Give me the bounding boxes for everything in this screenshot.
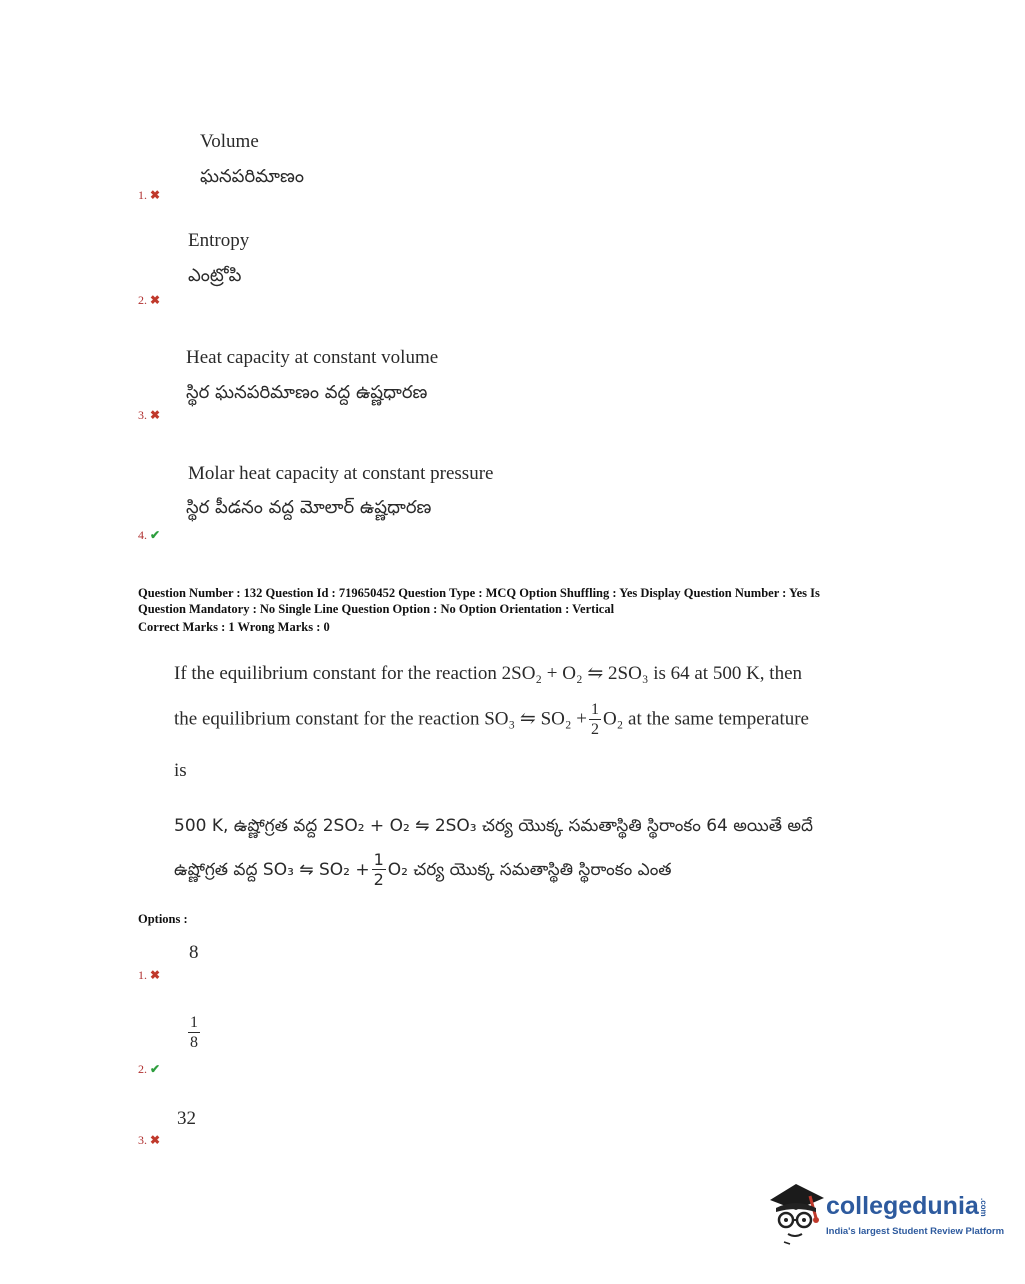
question-text-line2: the equilibrium constant for the reaction SO₃ ⇋ SO₂ + $\frac{1}{2}$ O₂ at the same temperature [174,701,809,738]
cross-icon: ✖ [150,408,161,422]
prev-option-1-number: 1. ✖ [138,188,161,202]
cross-icon: ✖ [150,188,161,202]
prev-option-4-telugu: స్థిర పీడనం వద్ద మోలార్ ఉష్ణధారణ [186,497,432,518]
logo-wordmark: collegedunia.com [826,1192,988,1220]
question-meta [138,585,878,635]
question-meta-line2: Question Mandatory : No Single Line Question Option : No Option Orientation : Vertical [138,602,615,616]
check-icon: ✔ [150,528,161,542]
prev-option-2-telugu: ఎంట్రోపి [188,265,242,286]
question-meta-line1: Question Number : 132 Question Id : 719650452 Question Type : MCQ Option Shuffling : Yes Display Question Number : Yes Is [138,586,820,600]
options-label: Options : [138,912,188,926]
mascot-icon [766,1178,826,1246]
answer-option-1-value: 8 [189,942,199,963]
answer-option-3-number: 3. ✖ [138,1133,161,1147]
collegedunia-logo[interactable] [766,1178,1005,1246]
prev-option-3-telugu: స్థిర ఘనపరిమాణం వద్ద ఉష్ణధారణ [186,382,428,403]
question-text-line1: If the equilibrium constant for the reaction 2SO₂ + O₂ ⇋ 2SO₃ is 64 at 500 K, then [174,663,803,684]
question-meta-line3: Correct Marks : 1 Wrong Marks : 0 [138,620,330,634]
logo-tagline: India's largest Student Review Platform [826,1226,1005,1237]
answer-option-3-value: 32 [177,1108,196,1129]
answer-option-2-value [186,1015,202,1051]
prev-option-1-telugu: ఘనపరిమాణం [200,166,304,187]
prev-option-4-english: Molar heat capacity at constant pressure [188,463,494,484]
cross-icon: ✖ [150,1133,161,1147]
answer-option-1-number: 1. ✖ [138,968,161,982]
prev-option-4-number: 4. ✔ [138,528,161,542]
prev-option-1-english: Volume [200,131,259,152]
check-icon: ✔ [150,1062,161,1076]
prev-option-3-number: 3. ✖ [138,408,161,422]
fraction-half-telugu: $\frac{1}{2}$ [373,850,384,889]
fraction-one-eighth: $\frac{1}{8}$ [190,1014,198,1051]
question-telugu-line1: 500 K, ఉష్ణోగ్రత వద్ద 2SO₂ + O₂ ⇋ 2SO₃ చర్య యొక్క సమతాస్థితి స్థిరాంకం 64 అయితే అదే [174,816,813,836]
cross-icon: ✖ [150,968,161,982]
answer-option-2-number: 2. ✔ [138,1062,161,1076]
prev-option-3-english: Heat capacity at constant volume [186,347,439,368]
question-text-line3: is [174,760,187,781]
question-telugu-line2: ఉష్ణోగ్రత వద్ద SO₃ ⇋ SO₂ + $\frac{1}{2}$ O₂ చర్య యొక్క సమతాస్థితి స్థిరాంకం ఎంత [174,850,672,889]
fraction-half: $\frac{1}{2}$ [590,701,599,738]
prev-option-2-english: Entropy [188,230,250,251]
cross-icon: ✖ [150,293,161,307]
prev-option-2-number: 2. ✖ [138,293,161,307]
